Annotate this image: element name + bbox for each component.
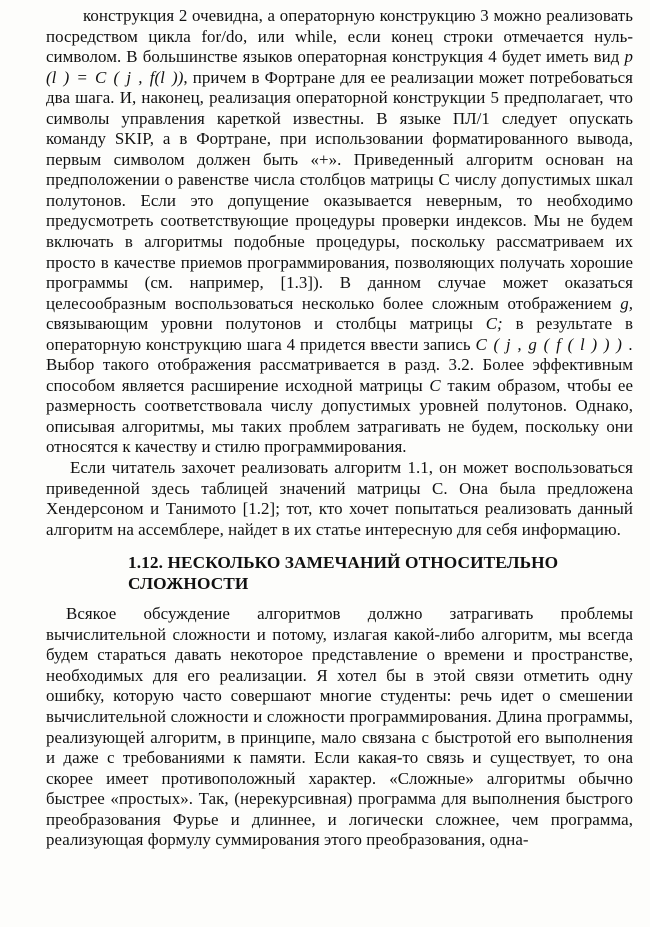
text-run: в результате в операторную конструкцию шага 4 придется ввести запись xyxy=(46,314,633,354)
section-heading-line-1: 1.12. НЕСКОЛЬКО ЗАМЕЧАНИЙ ОТНОСИТЕЛЬНО xyxy=(128,553,559,573)
text-run: связывающим уровни полутонов и столбцы матрицы xyxy=(46,314,486,334)
formula-p-of-l: p (l ) = C ( j , f(l )) xyxy=(46,47,633,87)
symbol-c: C; xyxy=(485,314,503,334)
text-run: Выбор такого отображения рассматривается в разд. 3.2. Более эффективным способом является расширение исходной матрицы xyxy=(46,355,633,395)
paragraph-complexity: Всякое обсуждение алгоритмов должно затрагивать проблемы вычислительной сложности и потому, излагая какой-либо алгоритм, мы всегда будем стараться давать некоторое представление о времени и пространстве, необходимых для его реализации. Я хотел бы в этой связи отметить одну ошибку, которую часто совершают многие студенты: речь идет о смешении вычислительной сложности и сложности программирования. Длина программы, реализующей алгоритм, в принципе, мало связана с быстротой его выполнения и даже с требованиями к памяти. Если какая-то связь и существует, то она скорее имеет противоположный характер. «Сложные» алгоритмы обычно быстрее «простых». Так, (нерекурсивная) программа для выполнения быстрого преобразования Фурье и длиннее, и логически сложнее, чем программа, реализующая формулу суммирования этого преобразования, одна- xyxy=(46,604,633,850)
formula-c-of-g: C ( j , g ( f ( l ) ) ) . xyxy=(475,334,633,354)
section-heading xyxy=(128,552,633,594)
paragraph-henderson-tanimoto: Если читатель захочет реализовать алгоритм 1.1, он может воспользоваться приведенной здесь таблицей значений матрицы С. Она была предложена Хендерсоном и Танимото [1.2]; тот, кто хочет попытаться реализовать данный алгоритм на ассемблере, найдет в их статье интересную для себя информацию. xyxy=(46,458,633,539)
symbol-g: g, xyxy=(620,293,633,313)
text-run: конструкция 2 очевидна, а операторную конструкцию 3 можно реализовать посредством цикла for/do, или while, если конец строки отмечается нуль-символом. В большинстве языков операторная конструкция 4 будет иметь вид xyxy=(46,6,633,67)
text-run: таким образом, чтобы ее размерность соответствовала числу допустимых уровней полутонов. Однако, описывая алгоритмы, мы таких проблем затрагивать не будем, поскольку они относятся к качеству и стилю программирования. xyxy=(46,375,633,457)
symbol-c-matrix: C xyxy=(429,375,441,395)
paragraph-algorithm-notes xyxy=(46,6,633,458)
text-run: , причем в Фортране для ее реализации может потребоваться два шага. И, наконец, реализация операторной конструкции 5 предполагает, что символы управления кареткой известны. В языке ПЛ/1 следует опускать команду SKIP, а в Фортране, при использовании форматированного вывода, первым символом должен быть «+». Приведенный алгоритм основан на предположении о равенстве числа столбцов матрицы С числу допустимых шкал полутонов. Если это допущение оказывается неверным, то необходимо предусмотреть соответствующие процедуры проверки индексов. Мы не будем включать в алгоритмы подобные процедуры, поскольку рассматриваем их просто в качестве приемов программирования, позволяющих получать хорошие программы (см. например, [1.3]). В данном случае может оказаться целесообразным воспользоваться несколько более сложным отображением xyxy=(46,67,633,313)
section-heading-line-2: СЛОЖНОСТИ xyxy=(128,574,249,594)
